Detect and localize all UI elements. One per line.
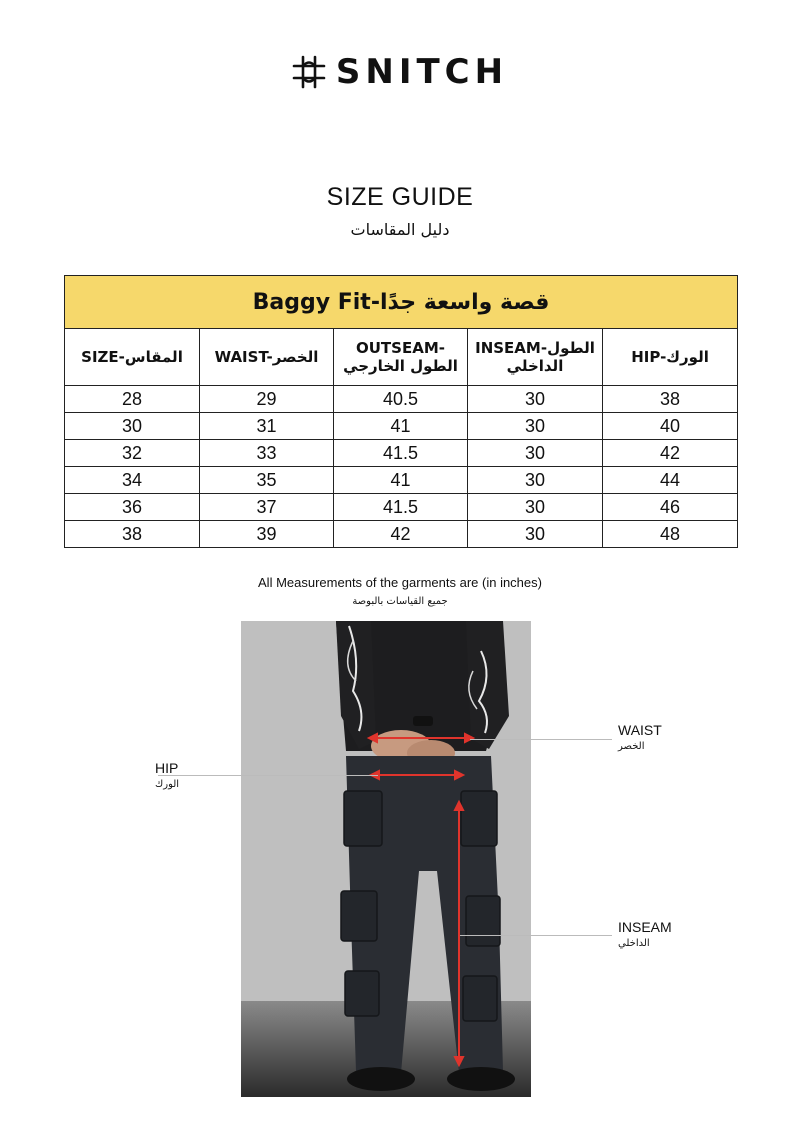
cell-inseam: 30 [468, 413, 603, 440]
cell-size: 36 [65, 494, 200, 521]
hip-leader-line [158, 775, 378, 776]
cell-outseam: 40.5 [334, 386, 468, 413]
page-title: SIZE GUIDE [326, 183, 474, 211]
cell-outseam: 41 [334, 467, 468, 494]
cell-hip: 42 [603, 440, 738, 467]
table-row [65, 413, 738, 440]
brand-name: SNITCH [335, 52, 509, 92]
inseam-label-arabic: الداخلي [618, 938, 650, 949]
hip-label: HIP [155, 760, 179, 776]
measurement-note-arabic: جميع القياسات بالبوصة [352, 596, 448, 607]
cell-waist: 39 [200, 521, 334, 548]
hash-grid-icon [292, 55, 326, 89]
waist-label: WAIST [618, 722, 662, 738]
cell-outseam: 41.5 [334, 440, 468, 467]
cell-waist: 37 [200, 494, 334, 521]
inseam-label: INSEAM [618, 919, 672, 935]
waist-leader-line [470, 739, 612, 740]
cell-waist: 35 [200, 467, 334, 494]
cell-outseam: 42 [334, 521, 468, 548]
cell-hip: 48 [603, 521, 738, 548]
cell-hip: 40 [603, 413, 738, 440]
table-row [65, 386, 738, 413]
measurement-note: All Measurements of the garments are (in inches) [258, 575, 542, 590]
cell-outseam: 41 [334, 413, 468, 440]
cell-size: 28 [65, 386, 200, 413]
hip-label-arabic: الورك [155, 779, 180, 790]
cell-inseam: 30 [468, 440, 603, 467]
table-header-row [65, 329, 738, 386]
cell-size: 38 [65, 521, 200, 548]
cell-outseam: 41.5 [334, 494, 468, 521]
cell-hip: 38 [603, 386, 738, 413]
size-table [64, 275, 738, 548]
page-title-arabic: دليل المقاسات [350, 220, 450, 239]
cell-hip: 44 [603, 467, 738, 494]
waist-label-arabic: الخصر [618, 741, 645, 752]
table-caption-row [65, 276, 738, 329]
cell-inseam: 30 [468, 521, 603, 548]
header-waist: WAIST-الخصر [200, 329, 334, 386]
table-row [65, 440, 738, 467]
cell-size: 32 [65, 440, 200, 467]
cell-inseam: 30 [468, 467, 603, 494]
inseam-leader-line [460, 935, 612, 936]
cell-size: 34 [65, 467, 200, 494]
table-row [65, 494, 738, 521]
header-inseam: INSEAM-الطول الداخلي [468, 329, 603, 386]
table-row [65, 467, 738, 494]
cell-waist: 31 [200, 413, 334, 440]
header-hip: HIP-الورك [603, 329, 738, 386]
model-illustration [241, 621, 531, 1097]
cell-waist: 33 [200, 440, 334, 467]
cell-waist: 29 [200, 386, 334, 413]
cell-inseam: 30 [468, 494, 603, 521]
table-row [65, 521, 738, 548]
model-photo [241, 621, 531, 1097]
table-caption: Baggy Fit-قصة واسعة جدًا [65, 276, 738, 329]
cell-hip: 46 [603, 494, 738, 521]
brand-logo [0, 52, 800, 92]
header-outseam: OUTSEAM- الطول الخارجي [334, 329, 468, 386]
cell-size: 30 [65, 413, 200, 440]
cell-inseam: 30 [468, 386, 603, 413]
header-size: SIZE-المقاس [65, 329, 200, 386]
